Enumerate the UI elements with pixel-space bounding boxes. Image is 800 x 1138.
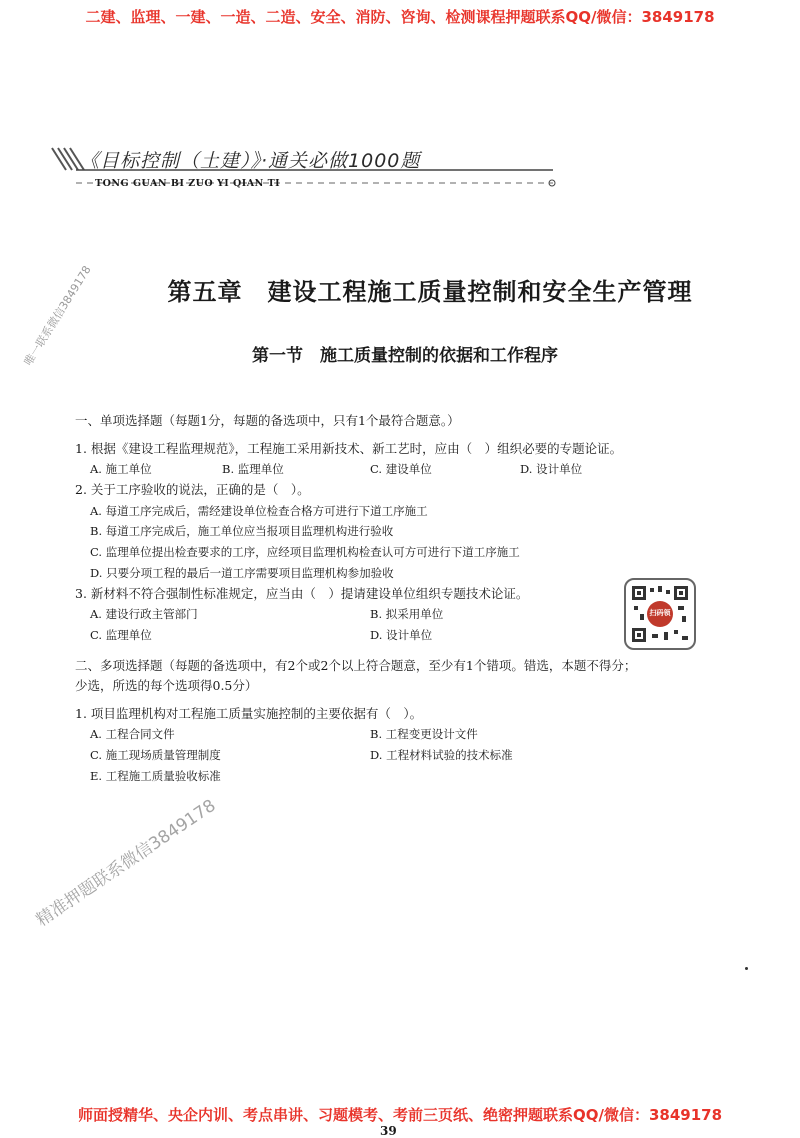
- chapter-title: 第五章 建设工程施工质量控制和安全生产管理: [167, 277, 693, 306]
- book-title: 《目标控制（土建）》·通关必做1000题: [80, 150, 421, 172]
- option-c: C. 监理单位: [90, 628, 152, 642]
- option-a: A. 每道工序完成后，需经建设单位检查合格方可进行下道工序施工: [90, 504, 428, 518]
- question-stem: 3. 新材料不符合强制性标准规定，应当由（ ）提请建设单位组织专题技术论证。: [75, 586, 529, 601]
- bottom-banner: 师面授精华、央企内训、考点串讲、习题模考、考前三页纸、绝密押题联系QQ/微信：3849178: [77, 1106, 723, 1124]
- option-b: B. 拟采用单位: [370, 607, 444, 621]
- part2-heading-line1: 二、多项选择题（每题的备选项中，有2个或2个以上符合题意，至少有1个错项。错选，本题不得分；: [75, 658, 637, 673]
- book-subtitle: TONG GUAN BI ZUO YI QIAN TI: [95, 178, 281, 189]
- option-a: A. 建设行政主管部门: [90, 607, 198, 621]
- option-b: B. 每道工序完成后，施工单位应当报项目监理机构进行验收: [90, 524, 394, 538]
- speck: [745, 967, 748, 970]
- option-c: C. 监理单位提出检查要求的工序，应经项目监理机构检查认可方可进行下道工序施工: [90, 545, 520, 559]
- option-d: D. 设计单位: [370, 628, 433, 642]
- part1-heading: 一、单项选择题（每题1分，每题的备选项中，只有1个最符合题意。）: [75, 413, 460, 428]
- watermark-lower: 精准押题联系微信3849178: [32, 795, 220, 931]
- question-stem: 1. 项目监理机构对工程施工质量实施控制的主要依据有（ ）。: [75, 706, 423, 721]
- option-c: C. 建设单位: [370, 462, 432, 476]
- option-b: B. 工程变更设计文件: [370, 727, 478, 741]
- page-number: 39: [380, 1124, 397, 1138]
- option-d: D. 工程材料试验的技术标准: [370, 748, 513, 762]
- option-c: C. 施工现场质量管理制度: [90, 748, 221, 762]
- option-e: E. 工程施工质量验收标准: [90, 769, 221, 783]
- qr-code: [624, 578, 696, 650]
- qr-label: 扫码领: [649, 609, 671, 617]
- top-banner: 二建、监理、一建、一造、二造、安全、消防、咨询、检测课程押题联系QQ/微信：3849178: [85, 8, 715, 26]
- option-d: D. 只要分项工程的最后一道工序需要项目监理机构参加验收: [90, 566, 394, 580]
- watermark-upper: 唯一联系微信3849178: [21, 263, 94, 368]
- question-stem: 2. 关于工序验收的说法，正确的是（ ）。: [75, 482, 310, 497]
- section-title: 第一节 施工质量控制的依据和工作程序: [252, 346, 558, 366]
- option-a: A. 施工单位: [90, 462, 152, 476]
- option-a: A. 工程合同文件: [90, 727, 175, 741]
- option-b: B. 监理单位: [222, 462, 284, 476]
- option-d: D. 设计单位: [520, 462, 583, 476]
- part2-heading-line2: 少选，所选的每个选项得0.5分）: [75, 678, 258, 693]
- question-stem: 1. 根据《建设工程监理规范》，工程施工采用新技术、新工艺时，应由（ ）组织必要的专题论证。: [75, 441, 623, 456]
